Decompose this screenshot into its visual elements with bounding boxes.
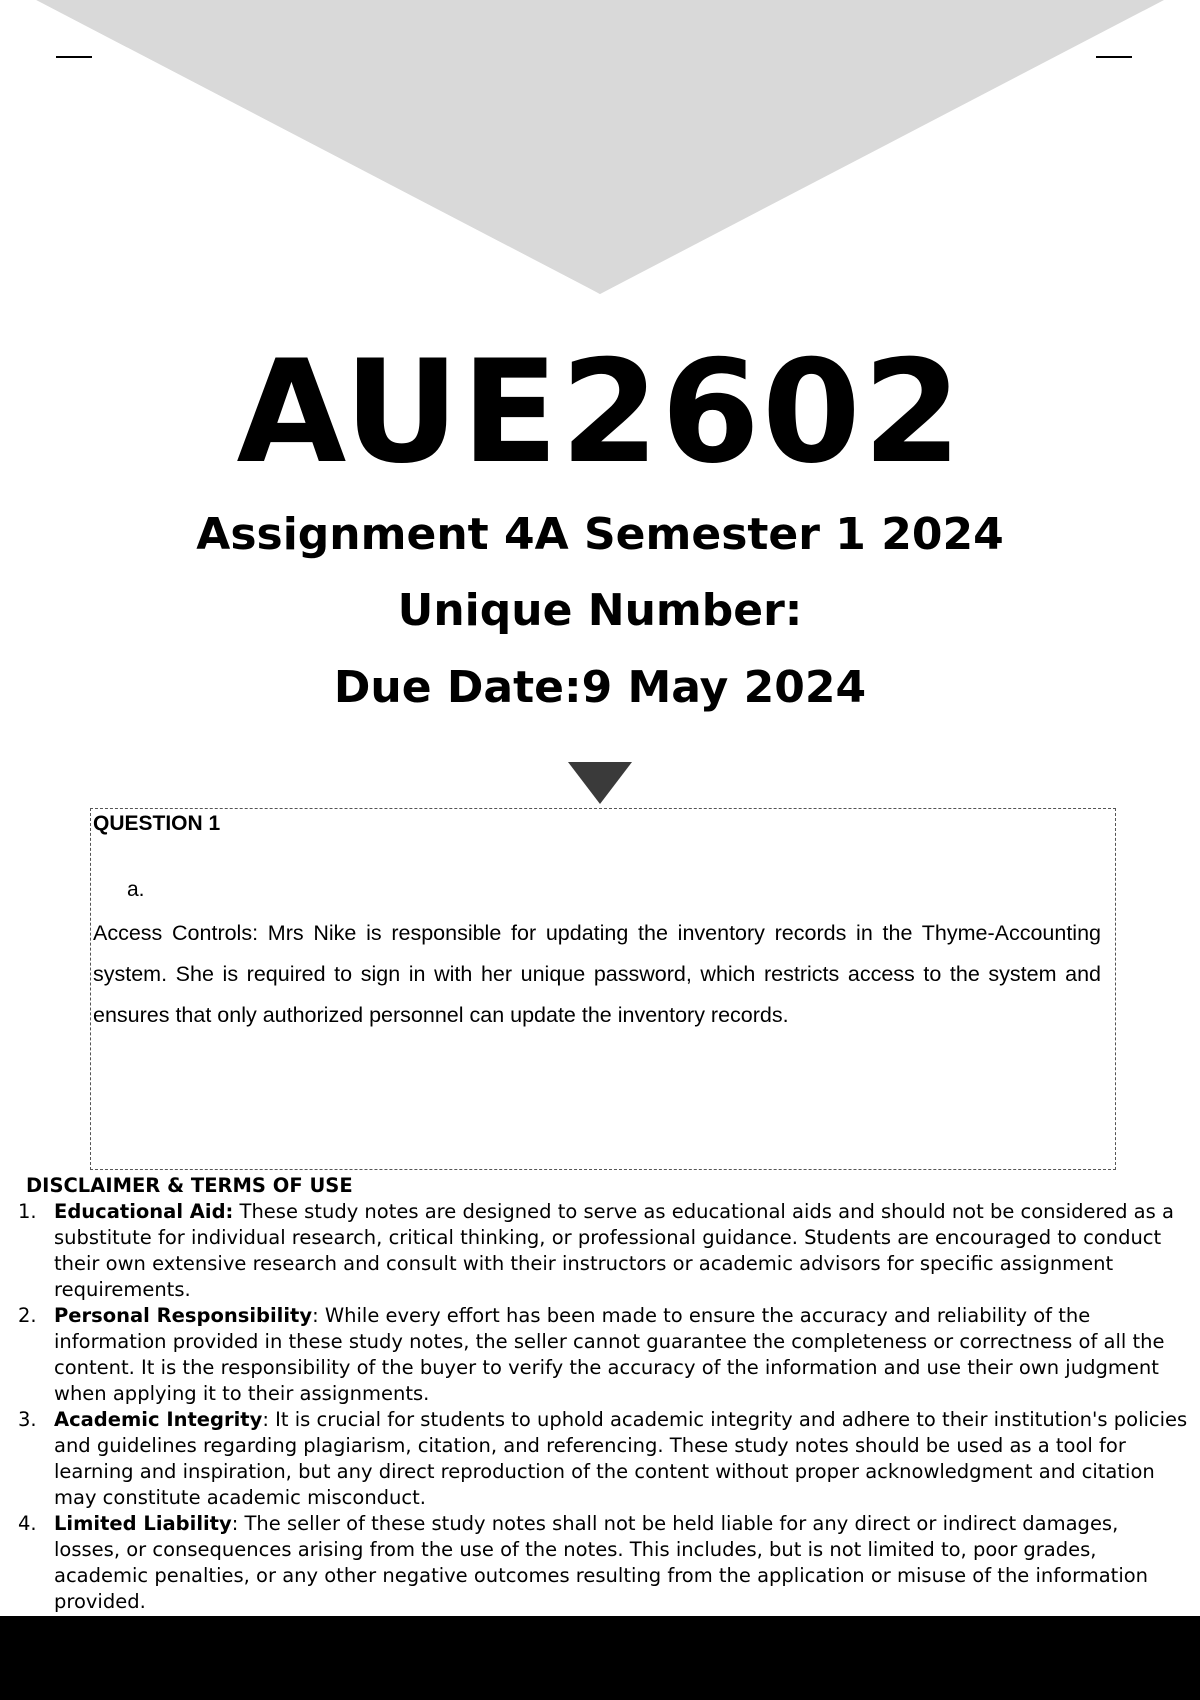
term-heading: Educational Aid: <box>54 1200 234 1223</box>
term-number: 1. <box>18 1200 37 1223</box>
corner-line-right <box>1096 56 1132 58</box>
assignment-title: Assignment 4A Semester 1 2024 <box>196 509 1004 560</box>
term-item <box>18 1407 1190 1511</box>
cover-banner-shape <box>0 0 1200 300</box>
term-item <box>18 1303 1190 1407</box>
term-item <box>18 1511 1190 1615</box>
disclaimer-title: DISCLAIMER & TERMS OF USE <box>26 1174 353 1197</box>
term-item <box>18 1199 1190 1303</box>
term-heading: Academic Integrity <box>54 1408 263 1431</box>
question-answer-text: Access Controls: Mrs Nike is responsible for updating the inventory records in the Thyme-Accounting system. She is required to sign in with her unique password, which restricts access to the system and ensures that only authorized personnel can update the inventory records. <box>93 921 1101 1027</box>
terms-list <box>18 1199 1190 1615</box>
down-arrow-icon <box>568 762 632 804</box>
term-text: : It is crucial for students to uphold academic integrity and adhere to their institution's policies and guidelines regarding plagiarism, citation, and referencing. These study notes should be used as a tool for learning and inspiration, but any direct reproduction of the content without proper acknowledgment and citation may constitute academic misconduct. <box>54 1408 1188 1509</box>
due-date: Due Date:9 May 2024 <box>333 662 867 713</box>
question-part-label: a. <box>127 878 145 901</box>
disclaimer-section <box>18 1173 1190 1615</box>
course-code: AUE2602 <box>236 330 964 495</box>
question-heading: QUESTION 1 <box>93 812 221 835</box>
term-number: 3. <box>18 1408 37 1431</box>
corner-line-left <box>56 56 92 58</box>
term-heading: Personal Responsibility <box>54 1304 313 1327</box>
term-heading: Limited Liability <box>54 1512 232 1535</box>
footer-bar <box>0 1616 1200 1700</box>
question-box <box>90 808 1116 1170</box>
term-number: 2. <box>18 1304 37 1327</box>
term-text: : While every effort has been made to ensure the accuracy and reliability of the information provided in these study notes, the seller cannot guarantee the completeness or correctness of all the content. It is the responsibility of the buyer to verify the accuracy of the information and use their own judgment when applying it to their assignments. <box>54 1304 1165 1405</box>
term-text: : The seller of these study notes shall not be held liable for any direct or indirect damages, losses, or consequences arising from the use of the notes. This includes, but is not limited to, poor grades, academic penalties, or any other negative outcomes resulting from the application or misuse of the information provided. <box>54 1512 1149 1613</box>
term-number: 4. <box>18 1512 37 1535</box>
unique-number-label: Unique Number: <box>397 585 803 636</box>
term-text: These study notes are designed to serve as educational aids and should not be considered as a substitute for individual research, critical thinking, or professional guidance. Students are encouraged to conduct their own extensive research and consult with their instructors or academic advisors for specific assignment requirements. <box>54 1200 1174 1301</box>
